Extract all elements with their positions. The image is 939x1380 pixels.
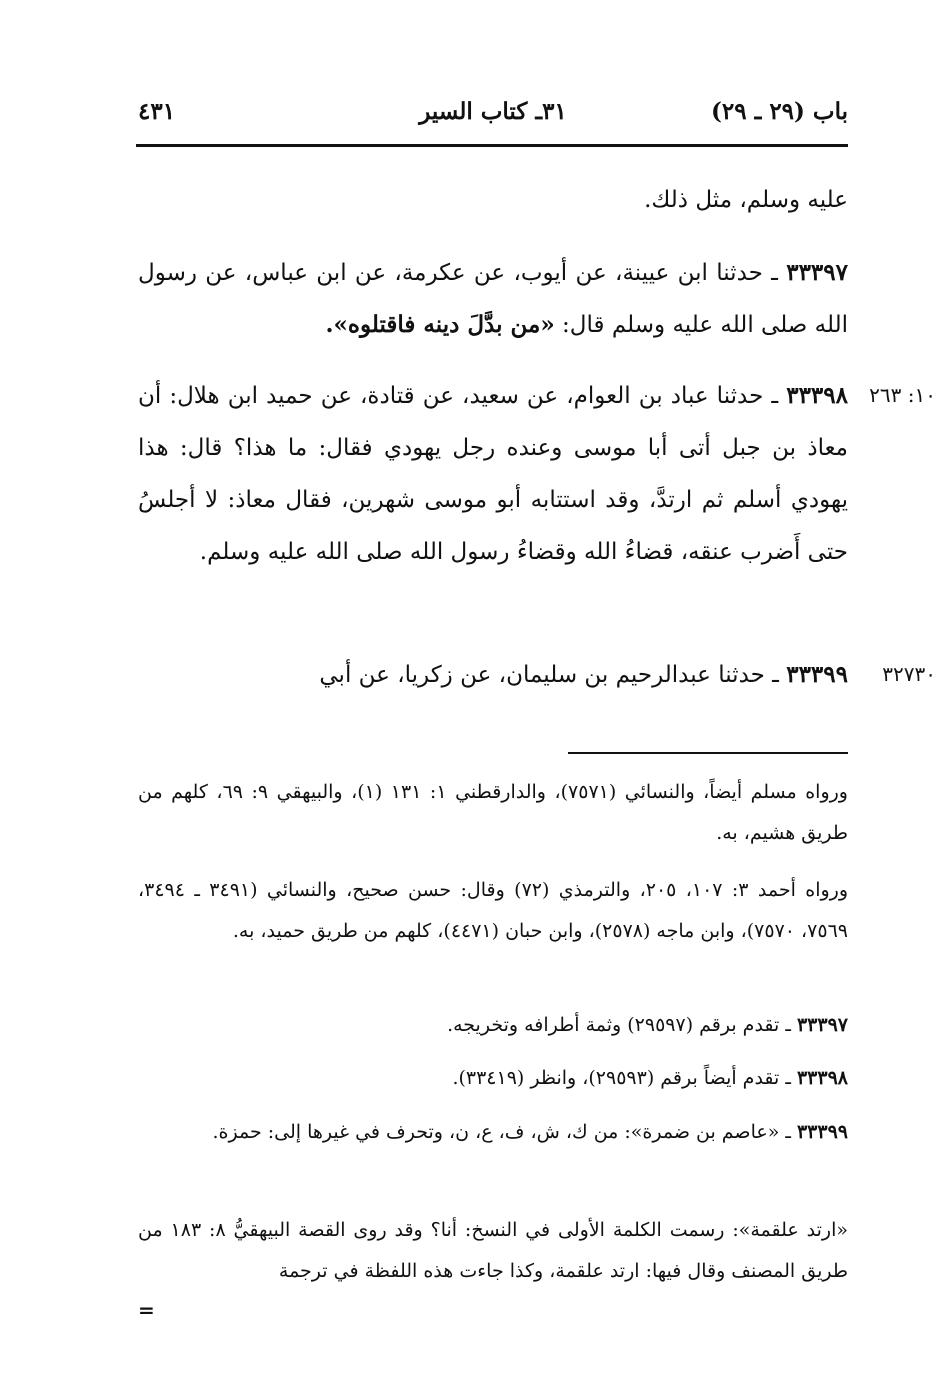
continuation-mark: =: [138, 1298, 155, 1322]
intro-paragraph: [138, 174, 848, 226]
margin-reference: ٣٢٧٣٠: [882, 662, 936, 686]
hadith-text: ـ حدثنا عبدالرحيم بن سليمان، عن زكريا، عن أبي: [319, 662, 787, 688]
footnote-number: ٣٣٣٩٩: [796, 1121, 848, 1143]
intro-text: عليه وسلم، مثل ذلك.: [644, 187, 848, 213]
margin-reference: ١٠: ٢٦٣: [869, 383, 936, 407]
footnote-number: ٣٣٣٩٨: [796, 1067, 848, 1089]
chapter-title: باب (٢٩ ـ ٢٩): [710, 98, 848, 125]
hadith-33398: [138, 370, 848, 578]
hadith-number: ٣٣٣٩٩: [786, 661, 848, 688]
hadith-text: ـ حدثنا عباد بن العوام، عن سعيد، عن قتادة، عن حميد ابن هلال: أن معاذ بن جبل أتى أبا موسى وعنده رجل يهودي فقال: ما هذا؟ قال: هذا يهودي أسلم ثم ارتدَّ، وقد استتابه أبو موسى شهرين، فقال معاذ: لا أجلسُ حتى أَضرب عنقه، قضاءُ الله وقضاءُ رسول الله صلى الله عليه وسلم.: [138, 383, 848, 565]
footnote-number: ٣٣٣٩٧: [796, 1014, 848, 1036]
hadith-number: ٣٣٣٩٨: [786, 382, 848, 409]
footnote: [138, 1058, 848, 1099]
hadith-quote: «من بدَّلَ دينه فاقتلوه».: [325, 311, 555, 338]
footnote: [138, 772, 848, 854]
footnote-text: ـ تقدم برقم (٢٩٥٩٧) وثمة أطرافه وتخريجه.: [447, 1014, 797, 1036]
hadith-number: ٣٣٣٩٧: [786, 259, 848, 286]
footnote: [138, 1210, 848, 1292]
hadith-33397: [138, 247, 848, 351]
footnote-text: ورواه أحمد ٣: ١٠٧، ٢٠٥، والترمذي (٧٢) وقال: حسن صحيح، والنسائي (٣٤٩١ ـ ٣٤٩٤، ٧٥٦٩، ٧٥٧٠)، وابن ماجه (٢٥٧٨)، وابن حبان (٤٤٧١)، كلهم من طريق حميد، به.: [138, 879, 848, 942]
hadith-text: ـ حدثنا ابن عيينة، عن أيوب، عن عكرمة، عن ابن عباس، عن رسول الله صلى الله عليه وسلم قال:: [138, 260, 848, 338]
footnote-separator: [568, 752, 848, 754]
footnote: [138, 1112, 848, 1153]
page-number: ٤٣١: [138, 98, 176, 125]
footnote-text: ـ «عاصم بن ضمرة»: من ك، ش، ف، ع، ن، وتحرف في غيرها إلى: حمزة.: [212, 1121, 797, 1143]
footnote-text: ـ تقدم أيضاً برقم (٢٩٥٩٣)، وانظر (٣٣٤١٩).: [452, 1067, 797, 1089]
book-title: ٣١ـ كتاب السير: [419, 98, 567, 125]
header-rule: [136, 144, 848, 147]
footnote: [138, 870, 848, 952]
footnote-text: «ارتد علقمة»: رسمت الكلمة الأولى في النسخ: أنا؟ وقد روى القصة البيهقيُّ ٨: ١٨٣ من طريق المصنف وقال فيها: ارتد علقمة، وكذا جاءت هذه اللفظة في ترجمة: [138, 1219, 848, 1282]
hadith-33399: [138, 649, 848, 701]
footnote-text: ورواه مسلم أيضاً، والنسائي (٧٥٧١)، والدارقطني ١: ١٣١ (١)، والبيهقي ٩: ٦٩، كلهم من طريق هشيم، به.: [138, 781, 848, 844]
footnote: [138, 1005, 848, 1046]
page-header: [138, 98, 848, 138]
